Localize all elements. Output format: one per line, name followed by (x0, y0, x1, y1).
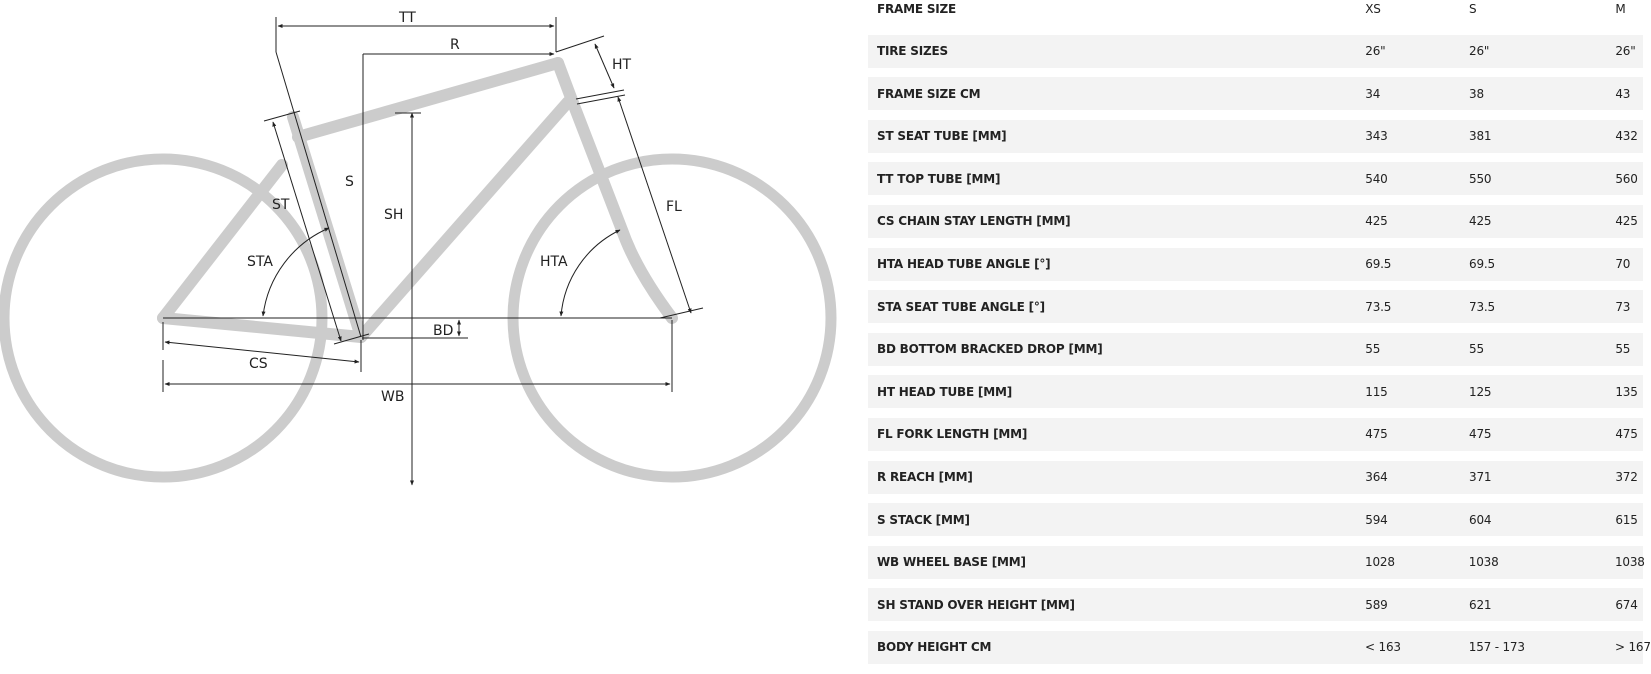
row-value: 594 (1365, 512, 1388, 527)
size-xs-header: XS (1365, 1, 1381, 16)
row-value: 69.5 (1365, 257, 1392, 272)
label-sh: SH (384, 207, 404, 223)
row-value: 550 (1469, 171, 1492, 186)
row-value: 372 (1615, 470, 1638, 485)
row-value: 364 (1365, 470, 1388, 485)
row-label: CS CHAIN STAY LENGTH [MM] (877, 214, 1071, 229)
row-value: 43 (1615, 86, 1631, 101)
row-value: 125 (1469, 384, 1492, 399)
row-value: 73.5 (1469, 299, 1495, 314)
table-row (868, 162, 1643, 195)
table-row (868, 333, 1643, 366)
row-value: 425 (1469, 214, 1492, 229)
row-value: 560 (1615, 171, 1638, 186)
row-value: 540 (1365, 171, 1388, 186)
row-value: 115 (1365, 384, 1388, 399)
label-fl: FL (666, 199, 682, 215)
label-sta: STA (247, 254, 273, 270)
row-value: 604 (1469, 512, 1492, 527)
label-wb: WB (381, 389, 405, 405)
header-label: FRAME SIZE (877, 1, 957, 16)
label-cs: CS (249, 356, 268, 372)
label-hta: HTA (540, 254, 568, 270)
table-row (868, 248, 1643, 281)
row-value: 475 (1365, 427, 1388, 442)
fork (573, 103, 672, 318)
table-row (868, 375, 1643, 408)
row-value: 26" (1365, 44, 1386, 59)
size-m-header: M (1615, 1, 1626, 16)
bike-frame (4, 63, 831, 477)
row-label: ST SEAT TUBE [MM] (877, 129, 1007, 144)
row-value: 1038 (1615, 555, 1645, 570)
row-value: 343 (1365, 129, 1388, 144)
table-row (868, 588, 1643, 621)
row-value: > 167 (1615, 640, 1651, 655)
row-label: FL FORK LENGTH [MM] (877, 427, 1028, 442)
row-value: 475 (1615, 427, 1638, 442)
row-value: 55 (1615, 342, 1631, 357)
geometry-table (868, 0, 1651, 674)
row-label: BODY HEIGHT CM (877, 640, 992, 655)
row-label: TIRE SIZES (877, 44, 948, 59)
row-value: 69.5 (1469, 257, 1495, 272)
row-label: SH STAND OVER HEIGHT [MM] (877, 597, 1075, 612)
table-row (868, 546, 1643, 579)
table-row (868, 120, 1643, 153)
label-st: ST (272, 197, 290, 213)
table-row (868, 205, 1643, 238)
row-label: HT HEAD TUBE [MM] (877, 384, 1012, 399)
seat-stay (163, 165, 282, 318)
row-label: STA SEAT TUBE ANGLE [°] (877, 299, 1045, 314)
label-bd: BD (433, 323, 454, 339)
row-label: TT TOP TUBE [MM] (877, 171, 1001, 186)
row-value: 1028 (1365, 555, 1395, 570)
table-row (868, 631, 1651, 664)
row-value: 73.5 (1365, 299, 1392, 314)
row-label: FRAME SIZE CM (877, 86, 981, 101)
row-label: BD BOTTOM BRACKED DROP [MM] (877, 342, 1103, 357)
table-row (868, 77, 1643, 110)
row-value: 475 (1469, 427, 1492, 442)
top-tube (298, 63, 558, 137)
row-value: 371 (1469, 470, 1492, 485)
row-value: 381 (1469, 129, 1492, 144)
table-row (868, 290, 1643, 323)
size-s-header: S (1469, 1, 1477, 16)
head-tube (558, 63, 573, 103)
table-body (868, 35, 1651, 664)
row-value: 615 (1615, 512, 1638, 527)
row-value: 157 - 173 (1468, 640, 1525, 655)
label-r: R (450, 37, 460, 53)
row-value: 1038 (1468, 555, 1499, 570)
row-label: R REACH [MM] (877, 470, 973, 485)
label-ht: HT (612, 57, 632, 73)
row-value: 26" (1615, 44, 1636, 59)
table-row (868, 418, 1643, 451)
row-label: HTA HEAD TUBE ANGLE [°] (877, 257, 1051, 272)
row-value: 38 (1469, 86, 1484, 101)
row-value: < 163 (1365, 640, 1401, 655)
row-value: 425 (1615, 214, 1638, 229)
row-value: 26" (1469, 44, 1490, 59)
row-value: 55 (1365, 342, 1381, 357)
row-value: 55 (1469, 342, 1484, 357)
chain-stay (163, 318, 361, 337)
bike-geometry-diagram (0, 0, 850, 648)
label-s: S (345, 174, 354, 190)
row-value: 589 (1365, 597, 1388, 612)
row-value: 135 (1615, 384, 1638, 399)
row-value: 674 (1615, 597, 1638, 612)
row-value: 70 (1615, 257, 1631, 272)
row-value: 34 (1365, 86, 1381, 101)
row-label: WB WHEEL BASE [MM] (877, 555, 1026, 570)
label-tt: TT (399, 10, 416, 26)
row-value: 432 (1615, 129, 1638, 144)
table-row (868, 35, 1643, 68)
row-value: 621 (1469, 597, 1492, 612)
row-value: 73 (1615, 299, 1631, 314)
row-label: S STACK [MM] (877, 512, 970, 527)
table-row (868, 503, 1643, 536)
table-row (868, 461, 1643, 494)
row-value: 425 (1365, 214, 1388, 229)
table-header-row (868, 0, 1643, 25)
